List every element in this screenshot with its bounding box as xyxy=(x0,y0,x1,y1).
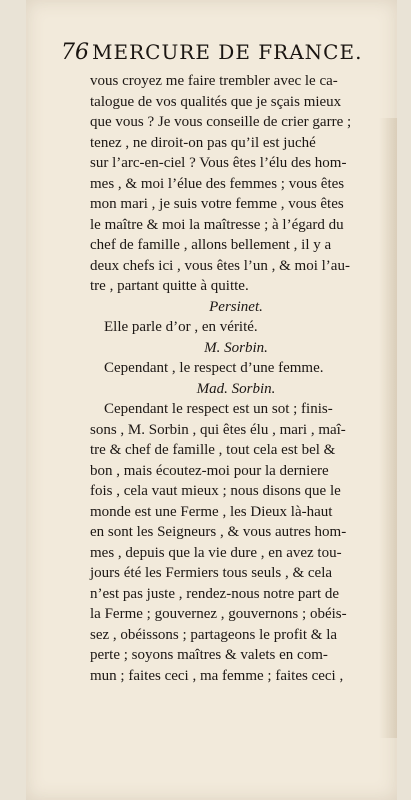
speaker-name: Mad. Sorbin. xyxy=(196,380,276,397)
text-line: la Ferme ; gouvernez , gouvernons ; obéis- xyxy=(90,606,347,622)
text-line: monde est une Ferme , les Dieux là-haut xyxy=(90,503,333,520)
text-line: en sont les Seigneurs , & vous autres hom- xyxy=(90,524,347,540)
text-line: tenez , ne diroit-on pas qu’il est juché xyxy=(90,134,316,151)
text-line: perte ; soyons maîtres & valets en com- xyxy=(90,647,328,663)
text-line: mes , & moi l’élue des femmes ; vous êtes xyxy=(90,175,345,192)
text-line: n’est pas juste , rendez-nous notre part de xyxy=(90,585,340,602)
text-line: tre & chef de famille , tout cela est bel & xyxy=(90,442,336,458)
text-line: chef de famille , allons bellement , il y a xyxy=(90,237,332,253)
text-line: mes , depuis que la vie dure , en avez tou- xyxy=(90,544,342,561)
text-line: le maître & moi la maîtresse ; à l’égard du xyxy=(90,216,344,233)
text-line: Cependant le respect est un sot ; finis- xyxy=(104,401,333,417)
text-line: Cependant , le respect d’une femme. xyxy=(104,360,324,376)
text-line: tre , partant quitte à quitte. xyxy=(90,278,249,294)
text-line: sons , M. Sorbin , qui êtes élu , mari , maî- xyxy=(90,421,346,438)
text-line: mun ; faites ceci , ma femme ; faites ceci , xyxy=(90,667,344,684)
speaker-name: Persinet. xyxy=(209,298,263,315)
page-number: 76 xyxy=(61,40,89,65)
page-edge-discoloration xyxy=(379,118,397,738)
text-line: talogue de vos qualités que je sçais mieux xyxy=(90,93,342,110)
text-line: vous croyez me faire trembler avec le ca- xyxy=(90,73,338,89)
text-line: que vous ? Je vous conseille de crier garre ; xyxy=(90,114,352,130)
text-line: sez , obéissons ; partageons le profit & la xyxy=(90,626,338,643)
text-line: sur l’arc-en-ciel ? Vous êtes l’élu des hom- xyxy=(90,155,347,171)
text-line: fois , cela vaut mieux ; nous disons que le xyxy=(90,483,341,499)
speaker-name: M. Sorbin. xyxy=(204,339,268,356)
text-line: deux chefs ici , vous êtes l’un , & moi l’au- xyxy=(90,257,350,274)
text-line: mon mari , je suis votre femme , vous êtes xyxy=(90,196,344,212)
running-title: MERCURE DE FRANCE. xyxy=(92,40,363,64)
text-line: Elle parle d’or , en vérité. xyxy=(104,319,258,335)
text-line: bon , mais écoutez-moi pour la derniere xyxy=(90,462,329,479)
text-line: jours été les Fermiers tous seuls , & cela xyxy=(90,565,333,581)
page-header xyxy=(61,40,381,70)
